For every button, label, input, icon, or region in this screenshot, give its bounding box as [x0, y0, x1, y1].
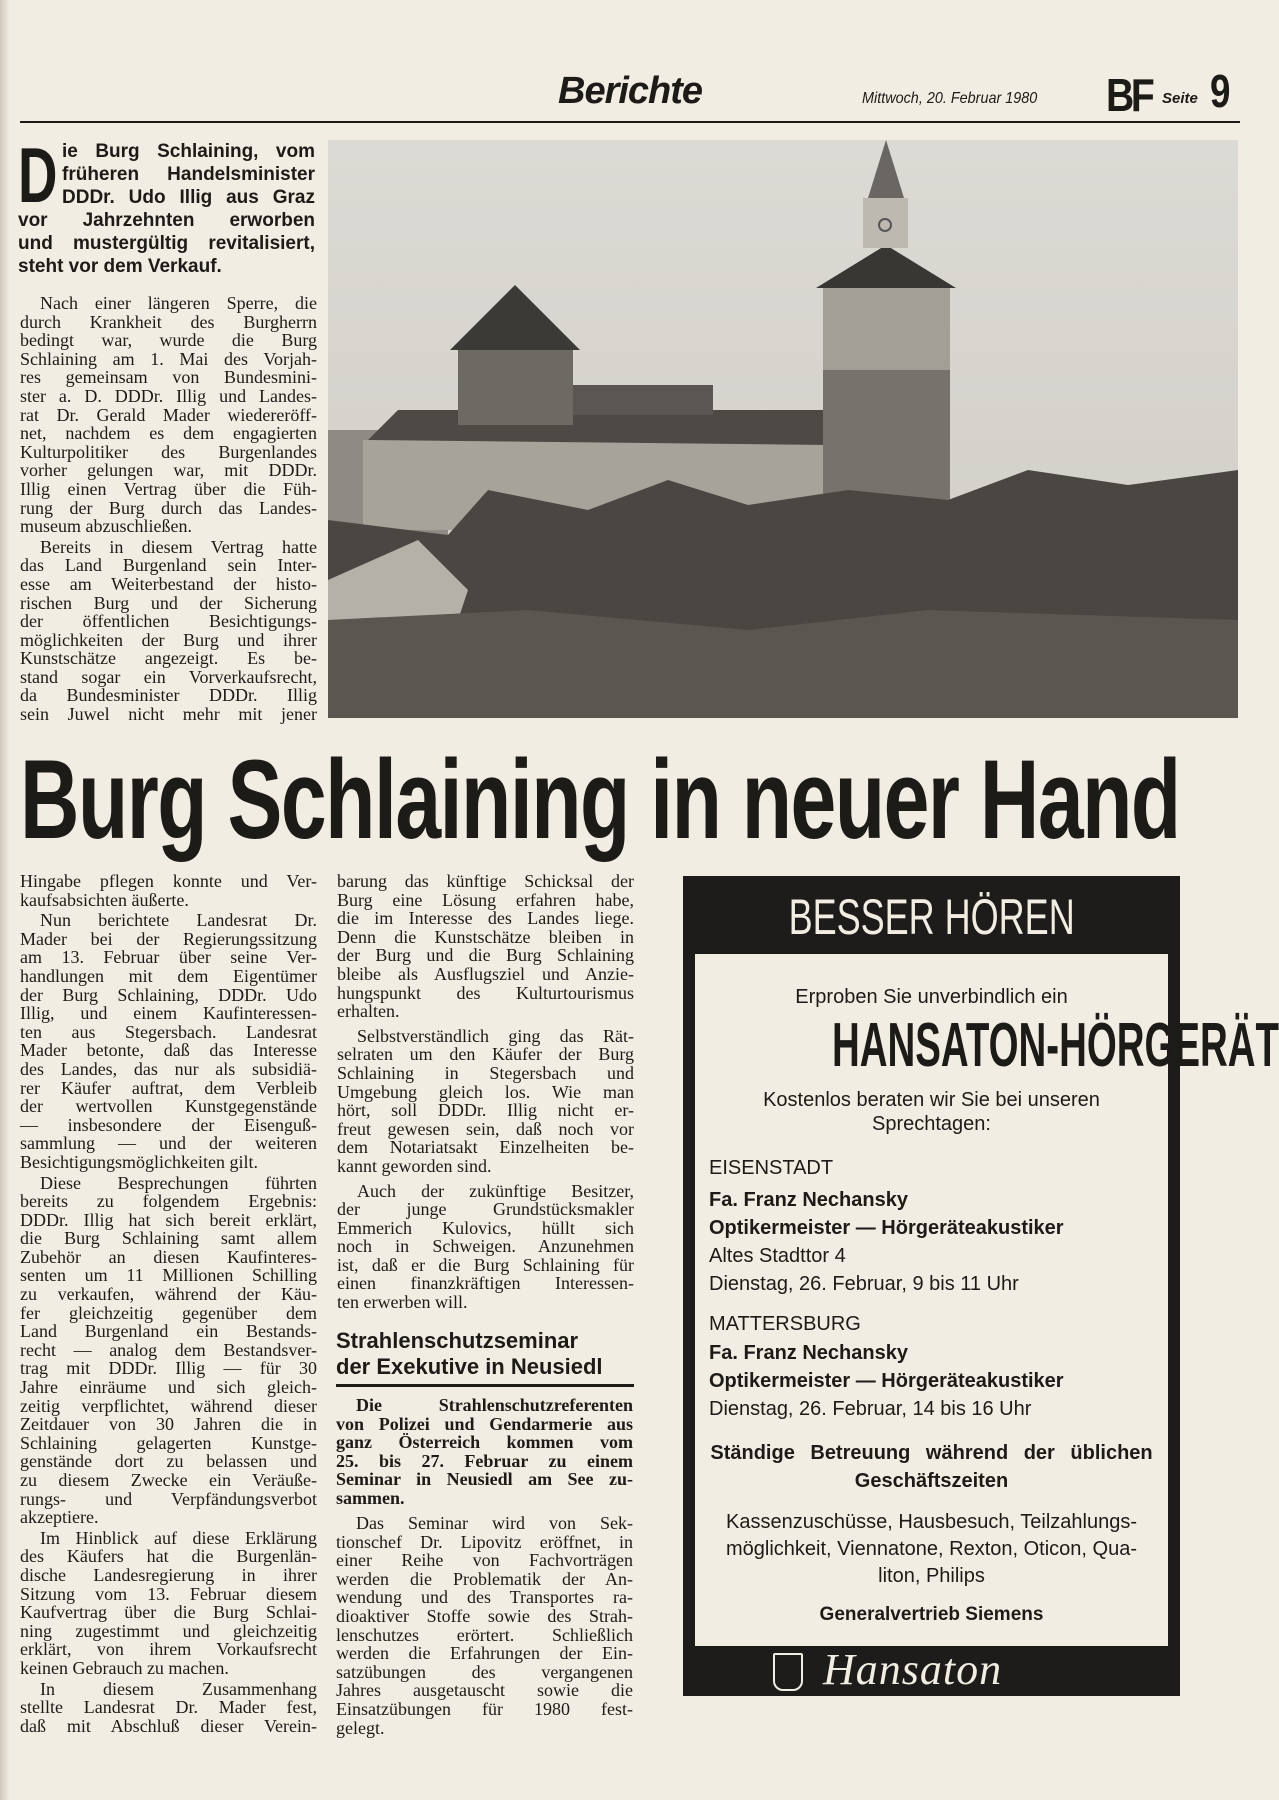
castle-roof [368, 410, 828, 445]
text-line: Emmerich Kulovics, hüllt sich [337, 1217, 634, 1238]
text-line: bleibe als Ausflugsziel und Anzie- [337, 963, 634, 984]
text-line: Jahre einräume und sich gleich- [20, 1377, 317, 1398]
text-line: kannt geworden sind. [337, 1155, 492, 1176]
text-line: bereits zu folgendem Ergebnis: [20, 1191, 317, 1212]
text-line: dioaktiver Stoffe sowie des Strah- [336, 1605, 633, 1626]
text-line: lenschutzes erörtert. Schließlich [336, 1624, 633, 1645]
ad-content [695, 954, 1279, 1646]
text-line: ten erwerben will. [337, 1292, 468, 1313]
text-line: Schlaining gelagerten Kunstge- [20, 1432, 317, 1453]
text-line: hungspunkt des Kulturtourismus [337, 982, 634, 1003]
text-line: freut gewesen sein, daß noch vor [337, 1118, 634, 1139]
ad-consult: Kostenlos beraten wir Sie bei unseren [763, 1089, 1100, 1111]
drop-cap: D [18, 131, 58, 219]
text-line: Sitzung vom 13. Februar diesem [20, 1583, 317, 1604]
text-line: Kulturpolitiker des Burgenlandes [20, 441, 317, 462]
text-line: barung das künftige Schicksal der [337, 871, 634, 891]
text-line: Besichtigungsmöglichkeiten gilt. [20, 1151, 258, 1172]
text-line: von Polizei und Gendarmerie aus [336, 1413, 633, 1434]
paragraph [20, 872, 317, 909]
text-line: ster a. D. DDDr. Illig und Landes- [20, 385, 317, 406]
ad-service: Geschäftszeiten [854, 1470, 1009, 1492]
ad-time: Dienstag, 26. Februar, 9 bis 11 Uhr [709, 1273, 1019, 1295]
paragraph [20, 538, 317, 724]
text-line: Seminar in Neusiedl am See zu- [336, 1469, 633, 1490]
page-number: 9 [1210, 65, 1231, 117]
text-line: das Land Burgenland sein Inter- [20, 555, 317, 576]
text-line: werden die Erfahrungen der Ein- [336, 1643, 633, 1664]
castle-photo [328, 140, 1238, 718]
seminar-title-line: der Exekutive in Neusiedl [336, 1354, 603, 1379]
seminar-rule [336, 1384, 634, 1387]
seminar-lead [336, 1396, 633, 1510]
text-line: erhalten. [337, 1001, 400, 1022]
ad-brands: möglichkeit, Viennatone, Rexton, Oticon, Qua- [726, 1538, 1137, 1560]
ad-consult: Sprechtagen: [872, 1113, 991, 1135]
paragraph [20, 1174, 317, 1527]
text-line: Land Burgenland ein Bestands- [20, 1321, 317, 1342]
hansaton-advertisement [683, 876, 1279, 1696]
lead-line: steht vor dem Verkauf. [18, 256, 222, 277]
text-line: Umgebung gleich los. Wie man [337, 1081, 634, 1102]
paragraph [337, 1182, 634, 1312]
text-line: recht — analog dem Bestandsver- [20, 1339, 317, 1360]
text-line: stand sogar ein Vorverkaufsrecht, [20, 666, 317, 687]
text-line: gelegt. [336, 1717, 385, 1738]
text-line: akzeptiere. [20, 1507, 99, 1528]
text-line: der Burg und die Burg Schlaining [337, 945, 634, 966]
text-line: da Bundesminister DDDr. Illig [20, 685, 317, 706]
text-line: Schlaining am 1. Mai des Vorjah- [20, 348, 317, 369]
hansaton-logo: Hansaton [823, 1645, 1003, 1694]
ad-city: EISENSTADT [709, 1157, 834, 1179]
seminar-title [336, 1328, 634, 1380]
ad-firm: Fa. Franz Nechansky [709, 1189, 908, 1211]
text-line: net, nachdem es dem engagierten [20, 423, 317, 444]
ad-firm: Fa. Franz Nechansky [709, 1342, 908, 1364]
ad-brands: liton, Philips [878, 1565, 985, 1587]
text-line: Diese Besprechungen führten [40, 1172, 317, 1193]
text-line: einer Reihe von Fachvorträgen [336, 1550, 633, 1571]
text-line: noch in Schweigen. Anzunehmen [337, 1236, 634, 1257]
intro-column [20, 294, 317, 726]
text-line: fer gleichzeitig gegenüber dem [20, 1302, 317, 1323]
text-line: erklärt, von ihrem Vorkaufsrecht [20, 1639, 317, 1660]
text-line: trag mit DDDr. Illig — für 30 [20, 1358, 317, 1379]
issue-date: Mittwoch, 20. Februar 1980 [862, 90, 1038, 107]
text-line: — insbesondere der Eisenguß- [20, 1114, 317, 1135]
paragraph [337, 872, 634, 1021]
text-line: Nach einer längeren Sperre, die [40, 293, 317, 313]
text-line: dem Notariatsakt Einzelheiten be- [337, 1137, 634, 1158]
page-label: Seite [1162, 90, 1198, 107]
ad-service: Ständige Betreuung während der üblichen [710, 1442, 1153, 1464]
text-line: tionschef Dr. Lipovitz eröffnet, in [336, 1531, 633, 1552]
text-line: DDDr. Illig hat sich bereit erklärt, [20, 1209, 317, 1230]
header-rule [20, 121, 1240, 123]
page-edge [0, 0, 10, 1800]
lead-line: und mustergültig revitalisiert, [18, 233, 315, 254]
text-line: rung der Burg durch das Landes- [20, 497, 317, 518]
text-line: Bereits in diesem Vertrag hatte [40, 536, 317, 557]
text-line: am 13. Februar über seine Ver- [20, 947, 317, 968]
text-line: Mader betonte, daß das Interesse [20, 1040, 317, 1061]
text-line: res gemeinsam von Bundesmini- [20, 367, 317, 388]
text-line: zu verkaufen, während der Käu- [20, 1284, 317, 1305]
text-line: bedingt war, wurde die Burg [20, 330, 317, 351]
text-line: satzübungen des vergangenen [336, 1661, 633, 1682]
text-line: daß mit Abschluß dieser Verein- [20, 1715, 317, 1736]
round-tower [458, 345, 573, 425]
ad-trade: Optikermeister — Hörgeräteakustiker [709, 1370, 1064, 1392]
article-column-1 [20, 872, 317, 1737]
text-line: rischen Burg und der Sicherung [20, 592, 317, 613]
paragraph [20, 911, 317, 1171]
text-line: einen finanzkräftigen Interessen- [337, 1273, 634, 1294]
text-line: Mader bei der Regierungssitzung [20, 928, 317, 949]
paragraph [336, 1514, 633, 1737]
text-line: vorher gelungen war, mit DDDr. [20, 460, 317, 481]
ad-city: MATTERSBURG [709, 1313, 861, 1335]
text-line: In diesem Zusammenhang [40, 1678, 317, 1699]
ad-banner: BESSER HÖREN [788, 889, 1075, 945]
text-line: Burg eine Lösung erfahren habe, [337, 889, 634, 910]
text-line: hört, soll DDDr. Illig nicht er- [337, 1100, 634, 1121]
text-line: der Burg Schlaining, DDDr. Udo [20, 984, 317, 1005]
text-line: keinen Gebrauch zu machen. [20, 1657, 229, 1678]
lead-line: DDDr. Udo Illig aus Graz [62, 187, 315, 208]
text-line: Illig einen Vertrag über die Füh- [20, 478, 317, 499]
text-line: Kaufvertrag über die Burg Schlai- [20, 1602, 317, 1623]
text-line: Im Hinblick auf diese Erklärung [40, 1527, 317, 1548]
text-line: esse am Weiterbestand der histo- [20, 573, 317, 594]
text-line: sammlung — und der weiteren [20, 1133, 317, 1154]
paragraph [20, 294, 317, 536]
ad-trade: Optikermeister — Hörgeräteakustiker [709, 1217, 1064, 1239]
text-line: rungs- und Verpfändungsverbot [20, 1488, 317, 1509]
text-line: ten aus Stegersbach. Landesrat [20, 1021, 317, 1042]
text-line: möglichkeiten der Burg und ihrer [20, 629, 317, 650]
ad-distributor: Generalvertrieb Siemens [819, 1604, 1044, 1625]
text-line: kaufsabsichten äußerte. [20, 889, 189, 910]
ad-product: HANSATON-HÖRGERÄT [831, 1011, 1279, 1080]
text-line: Die Strahlenschutzreferenten [356, 1395, 633, 1415]
text-line: 25. bis 27. Februar zu einem [336, 1450, 633, 1471]
text-line: Jahres ausgetauscht sowie die [336, 1680, 633, 1701]
text-line: zeitig verpflichtet, während dieser [20, 1395, 317, 1416]
text-line: der junge Grundstücksmakler [337, 1199, 634, 1220]
text-line: ning zugestimmt und gleichzeitig [20, 1620, 317, 1641]
text-line: des Landes, das nur als subsidiä- [20, 1058, 317, 1079]
text-line: handlungen mit dem Eigentümer [20, 965, 317, 986]
text-line: Selbstverständlich ging das Rät- [357, 1025, 634, 1046]
seminar-body [336, 1514, 633, 1739]
lead-line: ie Burg Schlaining, vom [62, 141, 315, 162]
text-line: Kunstschätze angezeigt. Es be- [20, 648, 317, 669]
text-line: ist, daß er die Burg Schlaining für [337, 1254, 634, 1275]
text-line: der wertvollen Kunstgegenstände [20, 1096, 317, 1117]
text-line: Auch der zukünftige Besitzer, [357, 1180, 634, 1201]
article-column-2 [337, 872, 634, 1318]
text-line: des Käufers hat die Burgenlän- [20, 1546, 317, 1567]
text-line: durch Krankheit des Burgherrn [20, 311, 317, 332]
ad-address: Altes Stadttor 4 [709, 1245, 846, 1267]
seminar-title-line: Strahlenschutzseminar [336, 1328, 579, 1353]
text-line: dische Landesregierung in ihrer [20, 1564, 317, 1585]
shield-logo-icon [773, 1653, 803, 1691]
article-lead [18, 131, 315, 278]
text-line: werden die Problematik der An- [336, 1568, 633, 1589]
text-line: Schlaining in Stegersbach und [337, 1062, 634, 1083]
text-line: Illig, und einem Kaufinteressen- [20, 1003, 317, 1024]
text-line: Das Seminar wird von Sek- [356, 1513, 633, 1533]
ad-time: Dienstag, 26. Februar, 14 bis 16 Uhr [709, 1398, 1032, 1420]
text-line: sammen. [336, 1487, 405, 1508]
paragraph [20, 1680, 317, 1736]
section-title: Berichte [558, 70, 703, 112]
text-line: selraten um den Käufer der Burg [337, 1044, 634, 1065]
lead-line: vor Jahrzehnten erworben [18, 210, 315, 231]
lantern [863, 198, 908, 248]
ad-intro: Erproben Sie unverbindlich ein [795, 986, 1068, 1008]
text-line: Denn die Kunstschätze bleiben in [337, 926, 634, 947]
text-line: museum abzuschließen. [20, 516, 192, 537]
paragraph [336, 1396, 633, 1508]
text-line: der öffentlichen Besichtigungs- [20, 611, 317, 632]
text-line: Zubehör an diesen Kaufinteres- [20, 1246, 317, 1267]
lead-line: früheren Handelsminister [62, 164, 315, 185]
headline: Burg Schlaining in neuer Hand [20, 737, 1180, 862]
newspaper-logo: BF [1106, 69, 1152, 121]
paragraph [337, 1027, 634, 1176]
paragraph [20, 1529, 317, 1678]
text-line: genstände dort zu belassen und [20, 1451, 317, 1472]
ad-footer [695, 1645, 1168, 1694]
text-line: stellte Landesrat Dr. Mader fest, [20, 1697, 317, 1718]
text-line: rat Dr. Gerald Mader wiedereröff- [20, 404, 317, 425]
text-line: die Burg Schlaining samt allem [20, 1228, 317, 1249]
text-line: ganz Österreich kommen vom [336, 1432, 633, 1453]
text-line: zu diesem Zwecke ein Veräuße- [20, 1470, 317, 1490]
text-line: sein Juwel nicht mehr mit jener [20, 704, 317, 725]
ad-brands: Kassenzuschüsse, Hausbesuch, Teilzahlungs- [726, 1511, 1137, 1533]
text-line: rer Käufer auftrat, dem Verbleib [20, 1077, 317, 1098]
text-line: die im Interesse des Landes liege. [337, 908, 634, 929]
text-line: Hingabe pflegen konnte und Ver- [20, 871, 317, 891]
text-line: wendung und des Transportes ra- [336, 1587, 633, 1608]
text-line: senten um 11 Millionen Schilling [20, 1265, 317, 1286]
text-line: Einsatzübungen für 1980 fest- [336, 1698, 633, 1719]
text-line: Zeitdauer von 30 Jahren die in [20, 1414, 317, 1435]
text-line: Nun berichtete Landesrat Dr. [40, 910, 317, 931]
